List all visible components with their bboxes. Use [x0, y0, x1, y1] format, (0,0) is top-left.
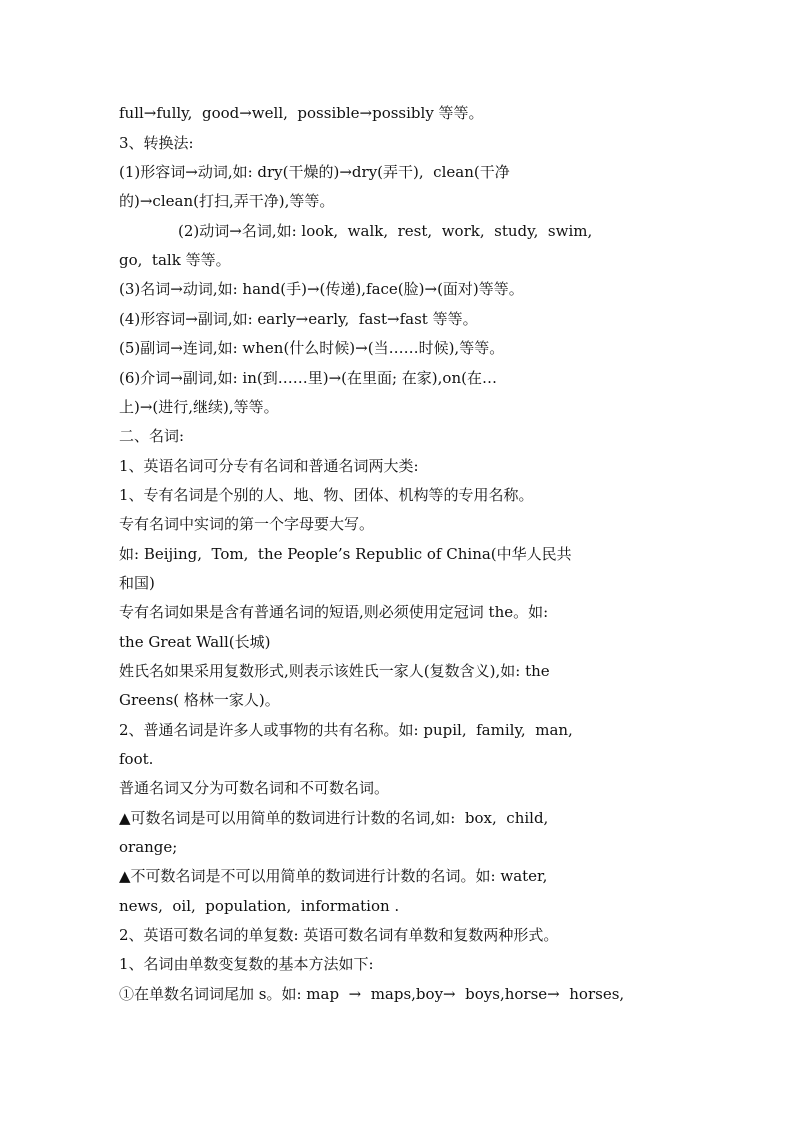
text-line: 和国) — [119, 574, 155, 592]
section-heading: 3、转换法: — [119, 134, 194, 152]
text-line: (6)介词→副词,如: in(到……里)→(在里面; 在家),on(在… — [119, 369, 497, 387]
text-line: 专有名词如果是含有普通名词的短语,则必须使用定冠词 the。如: — [119, 603, 549, 621]
text-line: news, oil, population, information . — [119, 897, 400, 915]
text-line: Greens( 格林一家人)。 — [119, 691, 280, 709]
section-heading: 二、名词: — [119, 427, 185, 445]
text-line: 的)→clean(打扫,弄干净),等等。 — [119, 192, 335, 210]
text-line: 如: Beijing, Tom, the People’s Republic of China(中华人民共 — [119, 545, 572, 563]
text-line: ▲可数名词是可以用简单的数词进行计数的名词,如: box, child, — [119, 809, 549, 827]
text-line: 上)→(进行,继续),等等。 — [119, 398, 279, 416]
text-line: full→fully, good→well, possible→possibly 等等。 — [119, 104, 484, 122]
text-line: (2)动词→名词,如: look, walk, rest, work, study, swim, — [178, 222, 593, 240]
text-line: 姓氏名如果采用复数形式,则表示该姓氏一家人(复数含义),如: the — [119, 662, 550, 680]
text-line: 专有名词中实词的第一个字母要大写。 — [119, 515, 375, 533]
text-line: foot. — [119, 750, 154, 768]
text-line: orange; — [119, 838, 178, 856]
text-line: ①在单数名词词尾加 s。如: map → maps,boy→ boys,horse→ horses, — [119, 985, 625, 1003]
text-line: ▲不可数名词是不可以用简单的数词进行计数的名词。如: water, — [119, 867, 548, 885]
text-line: (4)形容词→副词,如: early→early, fast→fast 等等。 — [119, 310, 478, 328]
text-line: (1)形容词→动词,如: dry(干燥的)→dry(弄干), clean(干净 — [119, 163, 510, 181]
text-line: 1、名词由单数变复数的基本方法如下: — [119, 955, 374, 973]
text-line: (5)副词→连词,如: when(什么时候)→(当……时候),等等。 — [119, 339, 505, 357]
text-line: go, talk 等等。 — [119, 251, 231, 269]
text-line: 1、专有名词是个别的人、地、物、团体、机构等的专用名称。 — [119, 486, 534, 504]
text-line: the Great Wall(长城) — [119, 633, 271, 651]
text-line: 普通名词又分为可数名词和不可数名词。 — [119, 779, 390, 797]
text-line: 2、普通名词是许多人或事物的共有名称。如: pupil, family, man, — [119, 721, 573, 739]
text-line: (3)名词→动词,如: hand(手)→(传递),face(脸)→(面对)等等。 — [119, 280, 524, 298]
text-line: 2、英语可数名词的单复数: 英语可数名词有单数和复数两种形式。 — [119, 926, 559, 944]
text-line: 1、英语名词可分专有名词和普通名词两大类: — [119, 457, 419, 475]
